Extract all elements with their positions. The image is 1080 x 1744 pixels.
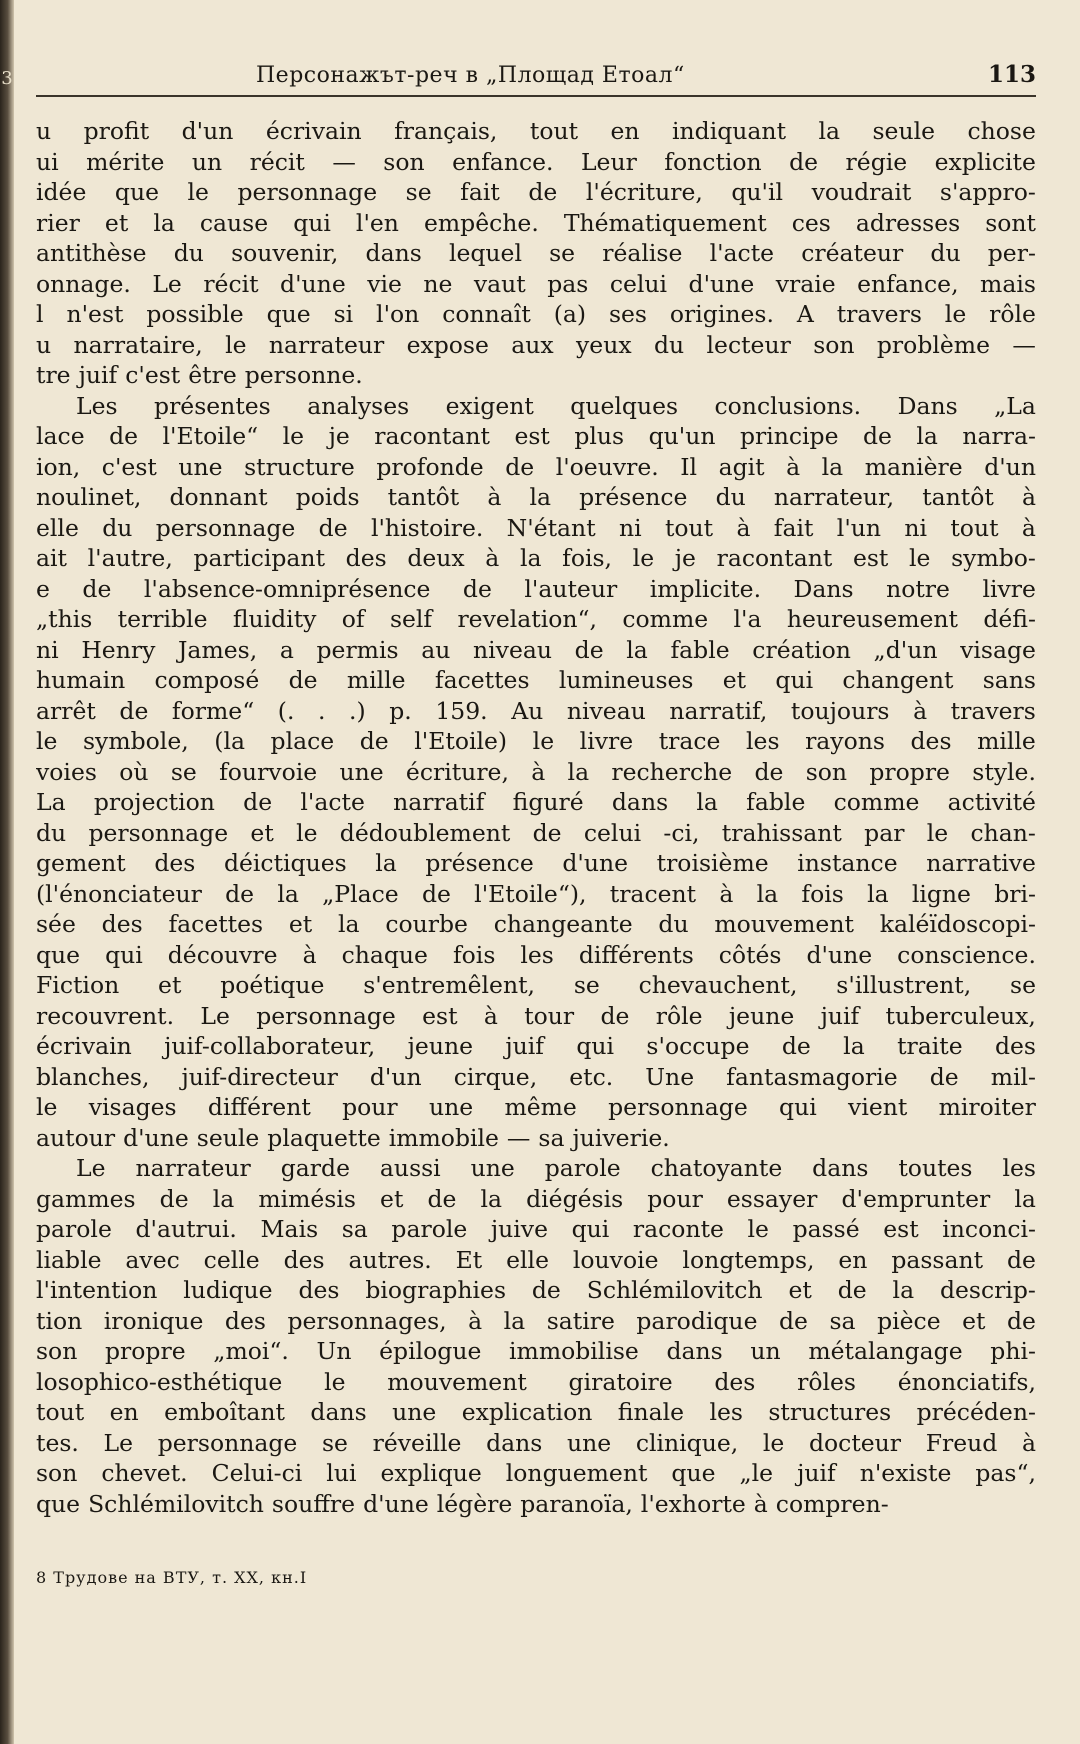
text-line: tes. Le personnage se réveille dans une clinique, le docteur Freud à	[36, 1428, 1036, 1457]
paragraph	[36, 116, 1036, 391]
text-line: ion, c'est une structure profonde de l'oeuvre. Il agit à la manière d'un	[36, 452, 1036, 481]
text-line: écrivain juif-collaborateur, jeune juif qui s'occupe de la traite des	[36, 1032, 1036, 1060]
text-line: liable avec celle des autres. Et elle louvoie longtemps, en passant de	[36, 1245, 1036, 1274]
text-line: son propre „moi“. Un épilogue immobilise dans un métalangage phi-	[36, 1337, 1036, 1365]
footer-signature: 8 Трудове на ВТУ, т. XX, кн.I	[36, 1568, 308, 1587]
text-line: u narrataire, le narrateur expose aux yeux du lecteur son problème —	[36, 330, 1036, 359]
text-line: que qui découvre à chaque fois les différents côtés d'une conscience.	[36, 940, 1036, 969]
text-line: rier et la cause qui l'en empêche. Thématiquement ces adresses sont	[36, 208, 1036, 237]
text-line: humain composé de mille facettes lumineuses et qui changent sans	[36, 666, 1036, 694]
text-line: le symbole, (la place de l'Etoile) le livre trace les rayons des mille	[36, 727, 1036, 755]
text-line: noulinet, donnant poids tantôt à la présence du narrateur, tantôt à	[36, 483, 1036, 511]
margin-marker: 3	[1, 68, 13, 89]
header-rule	[36, 95, 1036, 97]
text-line: le visages différent pour une même personnage qui vient miroiter	[36, 1093, 1036, 1121]
text-line: son chevet. Celui-ci lui explique longuement que „le juif n'existe pas“,	[36, 1459, 1036, 1487]
text-line: du personnage et le dédoublement de celui -ci, trahissant par le chan-	[36, 818, 1036, 847]
text-line: idée que le personnage se fait de l'écriture, qu'il voudrait s'appro-	[36, 178, 1036, 206]
running-title: Персонажът-реч в „Площад Етоал“	[256, 63, 685, 88]
page-header	[36, 56, 1036, 96]
text-line: que Schlémilovitch souffre d'une légère paranoïa, l'exhorte à compren-	[36, 1489, 889, 1518]
text-line: ui mérite un récit — son enfance. Leur fonction de régie explicite	[36, 147, 1036, 176]
text-line: ait l'autre, participant des deux à la fois, le je racontant est le symbo-	[36, 544, 1036, 572]
text-line: blanches, juif-directeur d'un cirque, etc. Une fantasmagorie de mil-	[36, 1062, 1036, 1091]
text-line: tre juif c'est être personne.	[36, 361, 363, 389]
text-line: sée des facettes et la courbe changeante du mouvement kaléïdoscopi-	[36, 910, 1036, 938]
text-line: parole d'autrui. Mais sa parole juive qui raconte le passé est inconci-	[36, 1215, 1036, 1243]
text-line: autour d'une seule plaquette immobile — sa juiverie.	[36, 1123, 670, 1152]
text-line: tout en emboîtant dans une explication finale les structures précéden-	[36, 1398, 1036, 1426]
text-line: Les présentes analyses exigent quelques conclusions. Dans „La	[76, 391, 1036, 420]
text-line: La projection de l'acte narratif figuré dans la fable comme activité	[36, 788, 1036, 816]
text-line: antithèse du souvenir, dans lequel se réalise l'acte créateur du per-	[36, 239, 1036, 267]
text-line: „this terrible fluidity of self revelation“, comme l'a heureusement défi-	[36, 605, 1036, 633]
binding-edge	[0, 0, 14, 1744]
text-line: ni Henry James, a permis au niveau de la fable création „d'un visage	[36, 635, 1036, 664]
text-line: lace de l'Etoile“ le je racontant est plus qu'un principe de la narra-	[36, 422, 1036, 450]
text-line: u profit d'un écrivain français, tout en indiquant la seule chose	[36, 117, 1036, 145]
body-text	[36, 116, 1036, 1519]
text-line: elle du personnage de l'histoire. N'étant ni tout à fait l'un ni tout à	[36, 513, 1036, 542]
text-line: arrêt de forme“ (. . .) p. 159. Au niveau narratif, toujours à travers	[36, 696, 1036, 725]
text-line: gammes de la mimésis et de la diégésis pour essayer d'emprunter la	[36, 1184, 1036, 1213]
text-line: onnage. Le récit d'une vie ne vaut pas celui d'une vraie enfance, mais	[36, 269, 1036, 298]
text-line: l n'est possible que si l'on connaît (a) ses origines. A travers le rôle	[36, 300, 1036, 328]
text-line: tion ironique des personnages, à la satire parodique de sa pièce et de	[36, 1306, 1036, 1335]
page-number: 113	[987, 61, 1036, 88]
text-line: recouvrent. Le personnage est à tour de rôle jeune juif tuberculeux,	[36, 1001, 1036, 1030]
paragraph	[36, 1153, 1036, 1519]
text-line: losophico-esthétique le mouvement giratoire des rôles énonciatifs,	[36, 1367, 1036, 1396]
text-line: e de l'absence-omniprésence de l'auteur implicite. Dans notre livre	[36, 574, 1036, 603]
text-line: Le narrateur garde aussi une parole chatoyante dans toutes les	[76, 1154, 1036, 1182]
text-line: Fiction et poétique s'entremêlent, se chevauchent, s'illustrent, se	[36, 971, 1036, 999]
paragraph	[36, 391, 1036, 1154]
text-line: l'intention ludique des biographies de Schlémilovitch et de la descrip-	[36, 1276, 1036, 1304]
text-line: voies où se fourvoie une écriture, à la recherche de son propre style.	[36, 757, 1036, 786]
text-line: gement des déictiques la présence d'une troisième instance narrative	[36, 849, 1036, 877]
text-line: (l'énonciateur de la „Place de l'Etoile“), tracent à la fois la ligne bri-	[36, 879, 1036, 908]
